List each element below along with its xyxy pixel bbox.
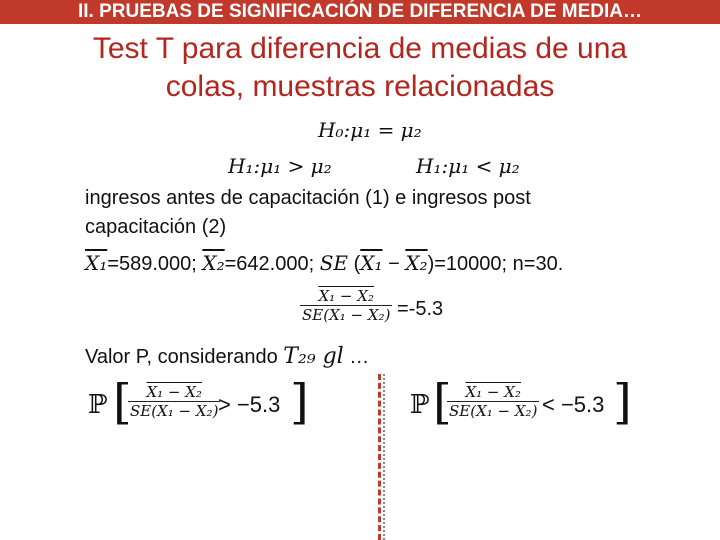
slide-title-line1: Test T para diferencia de medias de una <box>92 32 628 65</box>
se-minus: − <box>382 253 406 275</box>
prob-left-numerator: X₁ − X₂ <box>128 384 220 402</box>
prob-left-symbol: ℙ <box>88 390 108 420</box>
header-banner-text: II. PRUEBAS DE SIGNIFICACIÓN DE DIFERENCIA DE MEDIA… <box>77 1 643 22</box>
divider-dots <box>383 374 385 540</box>
prob-left-relation: > −5.3 <box>218 392 281 417</box>
statistics-line <box>85 251 563 276</box>
prob-left-close-bracket: ] <box>290 374 309 430</box>
slide-title <box>40 30 680 106</box>
prob-left-open-bracket: [ <box>113 374 132 430</box>
description-line-1: ingresos antes de capacitación (1) e ingresos post <box>85 187 531 209</box>
se-x1-bar: X₁ <box>360 251 383 275</box>
slide-title-line2: colas, muestras relacionadas <box>165 70 555 103</box>
se-x2-bar: X₂ <box>405 251 428 275</box>
divider-line <box>378 374 381 540</box>
pvalue-text: Valor P, considerando <box>85 346 284 368</box>
alt-hypothesis-greater: H₁:μ₁ > μ₂ <box>228 154 332 178</box>
se-open: ( <box>348 253 361 275</box>
t-statistic-fraction <box>300 288 392 324</box>
prob-right-relation: < −5.3 <box>542 392 605 417</box>
se-value: )=10000; n=30. <box>427 253 564 275</box>
prob-right-fraction <box>447 384 539 420</box>
x1-bar: X₁ <box>85 251 108 275</box>
prob-right-denominator: SE(X₁ − X₂) <box>449 402 538 420</box>
prob-left-fraction <box>128 384 220 420</box>
prob-left-denominator: SE(X₁ − X₂) <box>130 402 219 420</box>
prob-right-open-bracket: [ <box>433 374 452 430</box>
x2-value: =642.000; <box>224 253 320 275</box>
t-denominator: SE(X₁ − X₂) <box>302 306 391 324</box>
prob-right-numerator: X₁ − X₂ <box>447 384 539 402</box>
x1-value: =589.000; <box>107 253 203 275</box>
prob-right-symbol: ℙ <box>410 390 430 420</box>
t-statistic-value: =-5.3 <box>397 298 444 320</box>
se-label: SE <box>319 251 349 275</box>
prob-right-close-bracket: ] <box>613 374 632 430</box>
pvalue-ellipsis: … <box>343 346 370 368</box>
null-hypothesis: H₀:μ₁ = μ₂ <box>318 118 422 142</box>
description-line-2: capacitación (2) <box>85 216 227 238</box>
pvalue-line <box>85 344 369 369</box>
alt-hypothesis-less: H₁:μ₁ < μ₂ <box>416 154 520 178</box>
t-distribution: T₂₉ gl <box>283 344 344 369</box>
x2-bar: X₂ <box>202 251 225 275</box>
t-numerator: X₁ − X₂ <box>300 288 392 306</box>
